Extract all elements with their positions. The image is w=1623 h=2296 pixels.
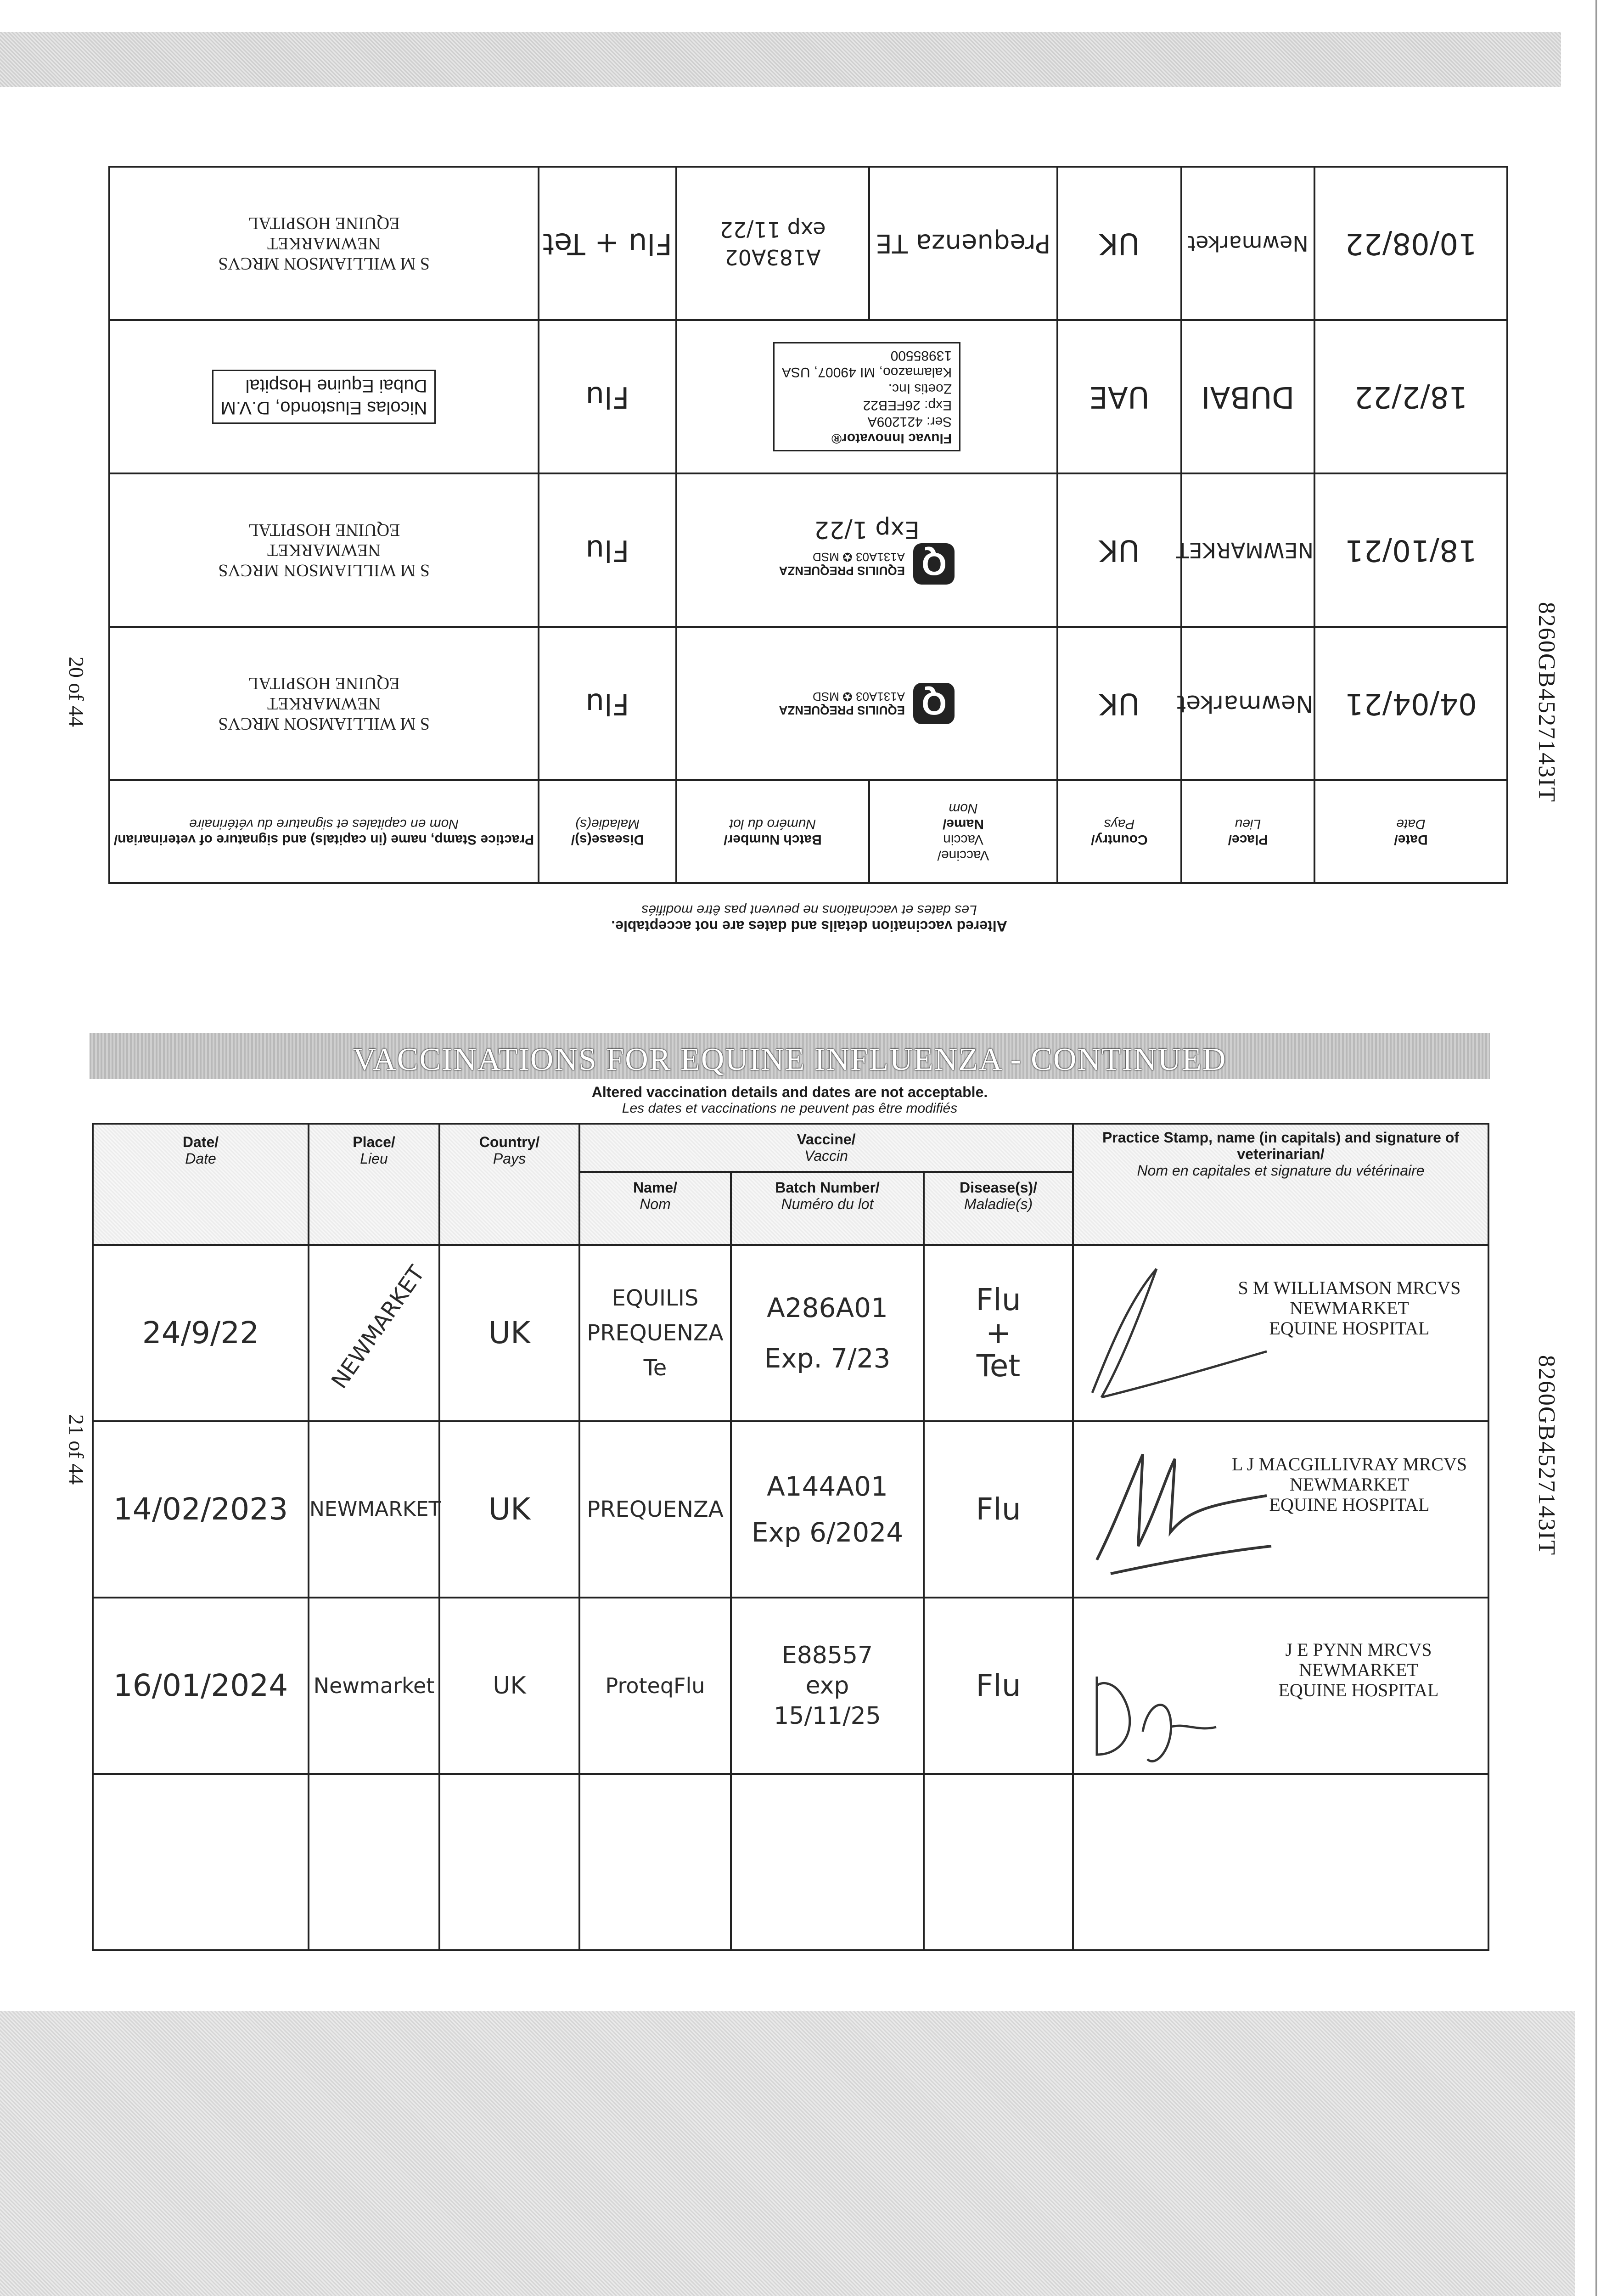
upper-row-2 <box>109 473 1507 627</box>
upper-header-batch: Batch Number/ Numéro du lot <box>676 780 869 883</box>
lower-row-1-name: EQUILIS PREQUENZA Te <box>579 1245 731 1421</box>
upper-header-name: Vaccine/ Vaccin Name/ Nom <box>869 780 1057 883</box>
scan-edge-line <box>1595 0 1597 2296</box>
upper-notes <box>110 884 1508 1003</box>
lower-form <box>92 1033 1488 1998</box>
upper-row-2-stamp: S M WILLIAMSON MRCVS NEWMARKET EQUINE HOSPITAL <box>109 473 539 627</box>
upper-header-date: Date/ Date <box>1314 780 1507 883</box>
lower-row-2-disease: Flu <box>924 1421 1073 1598</box>
lower-header-date: Date/ Date <box>93 1124 309 1245</box>
upper-row-3-disease: Flu <box>539 320 676 473</box>
upper-header-practice: Practice Stamp, name (in capitals) and signature of veterinarian/ Nom en capitales et signature du vétérinaire <box>109 780 539 883</box>
upper-row-4-country: UK <box>1057 167 1181 320</box>
upper-row-2-date: 18/10/21 <box>1314 473 1507 627</box>
lower-row-1-disease: Flu + Tet <box>924 1245 1073 1421</box>
form-title: VACCINATIONS FOR EQUINE INFLUENZA - CONTINUED <box>353 1042 1227 1077</box>
lower-row-3 <box>93 1598 1488 1774</box>
lower-row-4-empty <box>93 1774 1488 1950</box>
lower-row-1 <box>93 1245 1488 1421</box>
lower-header-country: Country/ Pays <box>439 1124 579 1245</box>
upper-row-2-label-text: EQUILIS PREQUENZA A131A03 ✪ MSD <box>779 550 905 578</box>
lower-note-fr: Les dates et vaccinations ne peuvent pas être modifiés <box>622 1101 958 1116</box>
upper-row-4-vaccine-name: Prequenza TE <box>869 167 1057 320</box>
empty-cell[interactable] <box>924 1774 1073 1950</box>
lower-vaccination-table <box>92 1123 1489 1951</box>
lower-row-3-country: UK <box>439 1598 579 1774</box>
lower-row-1-stamp-cell <box>1073 1245 1488 1421</box>
upper-header-country: Country/ Pays <box>1057 780 1181 883</box>
scan-bottom-band <box>0 2011 1575 2296</box>
upper-row-1-label-text: EQUILIS PREQUENZA A131A03 ✪ MSD <box>779 690 905 717</box>
empty-cell[interactable] <box>93 1774 309 1950</box>
upper-row-2-place: NEWMARKET <box>1181 473 1314 627</box>
fluvac-sticker: Fluvac Innovator® Ser: 421209A Exp: 26FEB22 Zoetis Inc. Kalamazoo, MI 49007, USA 13985500 <box>773 342 960 451</box>
upper-row-4-place: Newmarket <box>1181 167 1314 320</box>
lower-row-2 <box>93 1421 1488 1598</box>
empty-cell[interactable] <box>731 1774 924 1950</box>
lower-header-name: Name/ Nom <box>579 1172 731 1245</box>
lower-row-3-place: Newmarket <box>309 1598 439 1774</box>
lower-row-2-name: PREQUENZA <box>579 1421 731 1598</box>
document-ref-lower: 8260GB4527143IT <box>1533 1355 1560 1556</box>
upper-row-3-date: 18/2/22 <box>1314 320 1507 473</box>
upper-row-2-country: UK <box>1057 473 1181 627</box>
upper-note-fr: Les dates et vaccinations ne peuvent pas être modifiés <box>641 902 977 917</box>
upper-header-disease: Disease(s)/ Maladie(s) <box>539 780 676 883</box>
upper-row-3-stamp <box>109 320 539 473</box>
upper-row-4-date: 10/08/22 <box>1314 167 1507 320</box>
lower-row-3-stamp: J E PYNN MRCVS NEWMARKET EQUINE HOSPITAL <box>1278 1639 1439 1700</box>
upper-row-3-place: DUBAI <box>1181 320 1314 473</box>
document-ref-upper: 8260GB4527143IT <box>1533 602 1560 803</box>
upper-row-3-vaccine-label <box>676 320 1057 473</box>
upper-vaccination-table <box>108 166 1508 884</box>
lower-row-3-stamp-cell <box>1073 1598 1488 1774</box>
lower-row-3-batch: E88557 exp 15/11/25 <box>731 1598 924 1774</box>
upper-row-1-vaccine-label <box>676 627 1057 780</box>
dubai-stamp: Nicolas Elustondo, D.V.M Dubai Equine Hospital <box>212 370 436 424</box>
upper-row-1-country: UK <box>1057 627 1181 780</box>
signature-pynn <box>1083 1649 1221 1787</box>
upper-note-en: Altered vaccination details and dates are not acceptable. <box>611 918 1007 934</box>
upper-row-1 <box>109 627 1507 780</box>
upper-row-1-place: Newmarket <box>1181 627 1314 780</box>
lower-row-1-country: UK <box>439 1245 579 1421</box>
upper-row-3-country: UAE <box>1057 320 1181 473</box>
lower-row-1-stamp: S M WILLIAMSON MRCVS NEWMARKET EQUINE HOSPITAL <box>1238 1277 1461 1339</box>
upper-row-2-expiry: Exp 1/22 <box>814 516 920 543</box>
lower-row-2-date: 14/02/2023 <box>93 1421 309 1598</box>
lower-row-1-batch: A286A01 Exp. 7/23 <box>731 1245 924 1421</box>
lower-row-2-country: UK <box>439 1421 579 1598</box>
lower-row-1-date: 24/9/22 <box>93 1245 309 1421</box>
upper-row-4-disease: Flu + Tet <box>539 167 676 320</box>
empty-cell[interactable] <box>309 1774 439 1950</box>
lower-header-row-1 <box>93 1124 1488 1172</box>
upper-row-4 <box>109 167 1507 320</box>
upper-row-4-stamp: S M WILLIAMSON MRCVS NEWMARKET EQUINE HOSPITAL <box>109 167 539 320</box>
scan-top-band <box>0 32 1561 87</box>
upper-row-1-disease: Flu <box>539 627 676 780</box>
empty-cell[interactable] <box>439 1774 579 1950</box>
lower-row-2-stamp-cell <box>1073 1421 1488 1598</box>
lower-row-2-batch: A144A01 Exp 6/2024 <box>731 1421 924 1598</box>
upper-row-2-disease: Flu <box>539 473 676 627</box>
upper-row-3 <box>109 320 1507 473</box>
lower-row-1-place: NEWMARKET <box>309 1245 439 1421</box>
lower-row-2-stamp: L J MACGILLIVRAY MRCVS NEWMARKET EQUINE HOSPITAL <box>1231 1454 1467 1515</box>
lower-header-disease: Disease(s)/ Maladie(s) <box>924 1172 1073 1245</box>
upper-form-upside-down <box>110 177 1508 1003</box>
upper-row-1-stamp: S M WILLIAMSON MRCVS NEWMARKET EQUINE HOSPITAL <box>109 627 539 780</box>
lower-header-batch: Batch Number/ Numéro du lot <box>731 1172 924 1245</box>
lower-row-3-disease: Flu <box>924 1598 1073 1774</box>
upper-header-row <box>109 780 1507 883</box>
lower-header-place: Place/ Lieu <box>309 1124 439 1245</box>
page-number-upper: 20 of 44 <box>65 656 89 727</box>
lower-header-vaccine: Vaccine/ Vaccin <box>579 1124 1073 1172</box>
lower-header-practice: Practice Stamp, name (in capitals) and signature of veterinarian/ Nom en capitales et signature du vétérinaire <box>1073 1124 1488 1245</box>
page-number-lower: 21 of 44 <box>65 1414 89 1485</box>
upper-row-4-batch: A183A02 exp 11/22 <box>676 167 869 320</box>
vaccine-logo-icon: Q <box>913 683 955 724</box>
lower-note-en: Altered vaccination details and dates are not acceptable. <box>591 1084 988 1100</box>
lower-row-3-name: ProteqFlu <box>579 1598 731 1774</box>
upper-row-2-vaccine-label <box>676 473 1057 627</box>
lower-row-2-place: NEWMARKET <box>309 1421 439 1598</box>
lower-notes <box>92 1084 1488 1116</box>
upper-row-1-date: 04/04/21 <box>1314 627 1507 780</box>
empty-cell[interactable] <box>1073 1774 1488 1950</box>
vaccine-logo-icon: Q <box>913 543 955 585</box>
empty-cell[interactable] <box>579 1774 731 1950</box>
lower-row-3-date: 16/01/2024 <box>93 1598 309 1774</box>
upper-header-place: Place/ Lieu <box>1181 780 1314 883</box>
